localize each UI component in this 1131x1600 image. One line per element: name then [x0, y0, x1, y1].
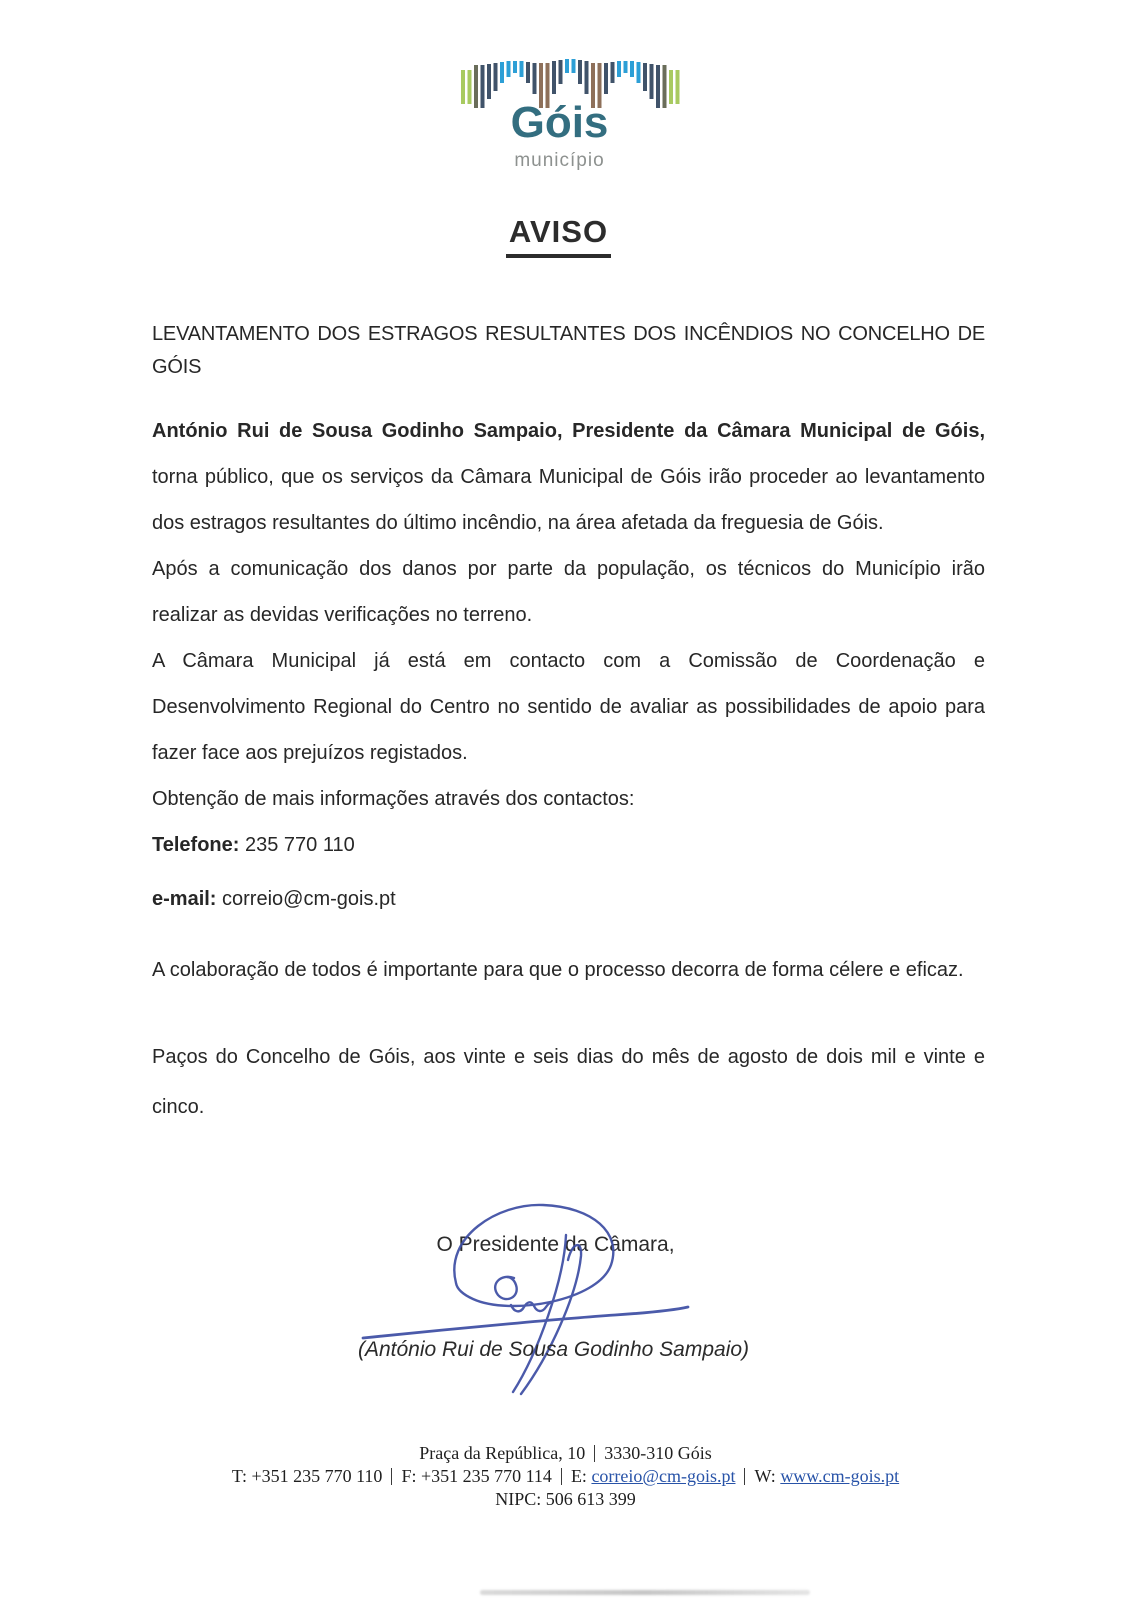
footer-address-line [0, 1442, 1131, 1465]
scan-artifact [480, 1590, 810, 1595]
verification-paragraph: Após a comunicação dos danos por parte da população, os técnicos do Município irão realizar as devidas verificações no terreno. [152, 558, 985, 626]
subject-paragraph: LEVANTAMENTO DOS ESTRAGOS RESULTANTES DOS INCÊNDIOS NO CONCELHO DE GÓIS [152, 323, 985, 378]
logo-subtitle: município [514, 150, 605, 171]
separator [594, 1445, 595, 1462]
footer-fax: F: +351 235 770 114 [401, 1466, 552, 1486]
footer-telephone: T: +351 235 770 110 [231, 1466, 383, 1486]
separator [391, 1468, 392, 1485]
footer-email-link[interactable]: correio@cm-gois.pt [591, 1466, 736, 1486]
footer-email-label: E: [570, 1466, 592, 1486]
email-label: e-mail: [152, 888, 217, 910]
notice-body [152, 318, 985, 1132]
footer-contacts-line [0, 1465, 1131, 1488]
handwritten-signature [330, 1185, 780, 1400]
phone-label: Telefone: [152, 834, 240, 856]
footer-web-label: W: [754, 1466, 781, 1486]
footer [0, 1442, 1131, 1511]
contacts-lead-paragraph: Obtenção de mais informações através dos contactos: [152, 788, 635, 810]
date-place-paragraph: Paços do Concelho de Góis, aos vinte e seis dias do mês de agosto de dois mil e vinte e cinco. [152, 1046, 985, 1118]
footer-address: Praça da República, 10 [419, 1443, 586, 1463]
email-line [152, 876, 985, 922]
ccdr-paragraph: A Câmara Municipal já está em contacto com a Comissão de Coordenação e Desenvolvimento Regional do Centro no sentido de avaliar as possibilidades de apoio para fazer face aos prejuízos registados. [152, 650, 985, 764]
notice-title: AVISO [506, 214, 611, 258]
intro-paragraph-rest: torna público, que os serviços da Câmara Municipal de Góis irão proceder ao levantamento dos estragos resultantes do último incêndio, na área afetada da freguesia de Góis. [152, 466, 985, 534]
phone-value: 235 770 110 [239, 834, 355, 856]
logo-name: Góis [510, 98, 609, 147]
intro-paragraph [152, 408, 985, 546]
footer-nipc: NIPC: 506 613 399 [495, 1489, 636, 1509]
notice-title-wrap [0, 214, 1124, 258]
footer-postal: 3330-310 Góis [604, 1443, 712, 1463]
footer-nipc-line [0, 1488, 1131, 1511]
email-value: correio@cm-gois.pt [216, 888, 396, 910]
signature-role-line: O Presidente da Câmara, [436, 1233, 675, 1256]
signature-name-line: (António Rui de Sousa Godinho Sampaio) [357, 1338, 750, 1361]
footer-website-link[interactable]: www.cm-gois.pt [780, 1466, 900, 1486]
president-name-bold: António Rui de Sousa Godinho Sampaio, Presidente da Câmara Municipal de Góis, [152, 420, 985, 442]
phone-line [152, 822, 985, 868]
collaboration-paragraph: A colaboração de todos é importante para que o processo decorra de forma célere e eficaz. [152, 959, 964, 981]
separator [744, 1468, 745, 1485]
separator [561, 1468, 562, 1485]
